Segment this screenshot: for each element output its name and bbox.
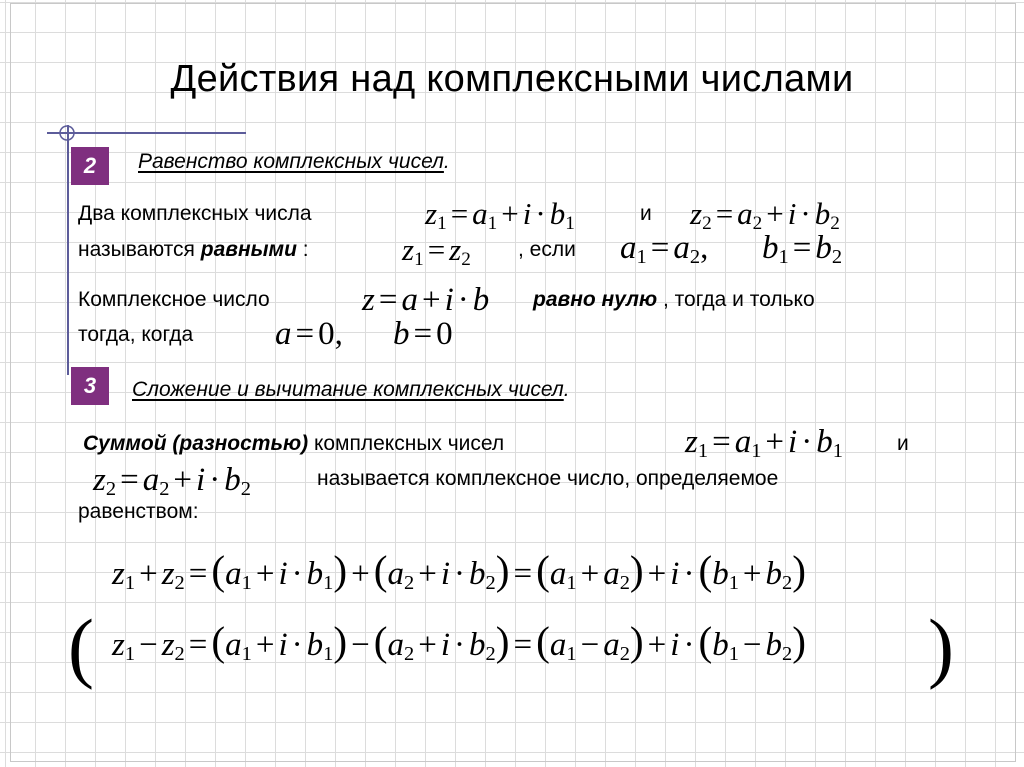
formula-difference: $z_1 - z_2 =(a_1 + i \cdot b_1) -(a_2 + i \cdot b_2) =(a_1 - a_2) + i \cdot(b_1 - b_2)$ bbox=[112, 618, 807, 666]
formula-a-zero: a = 0, bbox=[275, 316, 343, 352]
left-bracket: ( bbox=[68, 603, 94, 690]
section-3-heading-text: Сложение и вычитание комплексных чисел bbox=[132, 378, 564, 401]
formula-a1-eq-a2: $a_1 = a_2$, bbox=[620, 230, 709, 269]
section-2-badge: 2 bbox=[71, 147, 109, 185]
formula-b-zero: b = 0 bbox=[393, 316, 453, 352]
decor-vertical-line bbox=[67, 125, 69, 375]
section-2-heading: Равенство комплексных чисел. bbox=[138, 150, 450, 173]
called-complex-text: называется комплексное число, определяемое bbox=[317, 467, 779, 490]
zero-line bbox=[533, 288, 815, 312]
equals-zero-text: равно нулю bbox=[533, 288, 658, 311]
formula-z1-eq-z2: $z_1 = z_2$ bbox=[402, 232, 471, 270]
section-2-heading-text: Равенство комплексных чисел bbox=[138, 150, 444, 173]
formula-b1-eq-b2: $b_1 = b_2$ bbox=[762, 230, 843, 269]
sum-line bbox=[83, 432, 504, 456]
formula-sum: $z_1 + z_2 =(a_1 + i \cdot b_1) +(a_2 + i \cdot b_2) =(a_1 + a_2) + i \cdot(b_1 + b_2)$ bbox=[112, 547, 807, 595]
complex-number-text: Комплексное число bbox=[78, 288, 270, 311]
sum-bold: Суммой (разностью) bbox=[83, 432, 309, 455]
sum-text: комплексных чисел bbox=[313, 432, 505, 455]
and-word-1: и bbox=[640, 202, 652, 225]
called-equal-line bbox=[78, 238, 309, 262]
formula-z2: $z_2 = a_2 + i \cdot b_2$ bbox=[690, 196, 840, 234]
section-3-badge: 3 bbox=[71, 367, 109, 405]
called-text: называются bbox=[78, 238, 195, 261]
colon: : bbox=[302, 238, 309, 261]
slide-title: Действия над комплексными числами bbox=[170, 58, 854, 100]
formula-z1-sum: $z_1 = a_1 + i \cdot b_1$ bbox=[685, 424, 843, 463]
formula-z1: $z_1 = a_1 + i \cdot b_1$ bbox=[425, 196, 575, 234]
when-text: тогда, когда bbox=[78, 323, 194, 346]
right-bracket: ) bbox=[928, 603, 954, 690]
equal-word: равными bbox=[200, 238, 297, 261]
formula-z: z = a + i · b bbox=[362, 282, 490, 318]
decor-horizontal-line bbox=[47, 132, 246, 134]
two-numbers-text: Два комплексных числа bbox=[78, 202, 312, 225]
formula-z2-sum: $z_2 = a_2 + i \cdot b_2$ bbox=[93, 462, 251, 501]
if-text: , если bbox=[518, 238, 576, 261]
equality-text: равенством: bbox=[78, 500, 199, 523]
iff-text: , тогда и только bbox=[662, 288, 815, 311]
section-3-heading: Сложение и вычитание комплексных чисел. bbox=[132, 378, 570, 401]
decor-circle-icon bbox=[55, 123, 75, 143]
and-word-2: и bbox=[897, 432, 909, 455]
